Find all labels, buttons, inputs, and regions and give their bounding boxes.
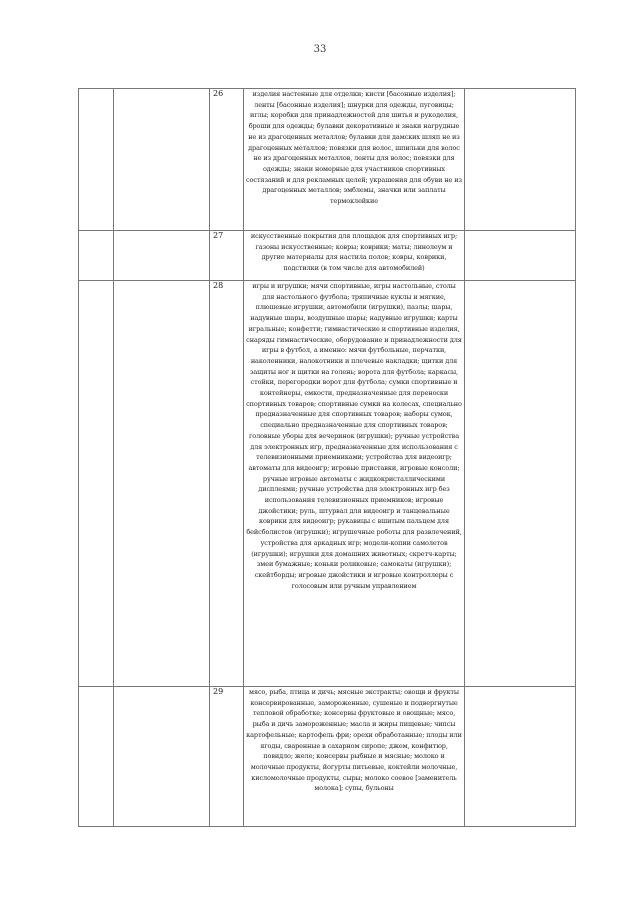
empty-cell: [79, 687, 114, 827]
goods-classification-table: [78, 88, 576, 827]
page-number: 33: [313, 44, 327, 55]
empty-cell: [79, 281, 114, 687]
empty-cell: [465, 687, 576, 827]
empty-cell: [114, 687, 210, 827]
empty-cell: [465, 281, 576, 687]
goods-list: искусственные покрытия для площадок для спортивных игр; газоны искусственные; ковры; коврики; маты; линолеум и другие материалы для настила полов; ковры, коврики, подстилки (в том числе для автомобилей): [244, 231, 465, 281]
empty-cell: [114, 89, 210, 231]
goods-list: игры и игрушки; мячи спортивные, игры настольные, столы для настольного футбола; тряпичные куклы и мягкие, плюшевые игрушки, автомобили (игрушки), пазлы; шары, надувные шары, воздушные шары; надувные игрушки; карты игральные; конфетти; гимнастические и спортивные изделия, снаряды гимнастические, оборудование и принадлежности для игры в футбол, а именно: мячи футбольные, перчатки, наколенники, налокотники и плечевые накладки; щитки для защиты ног и щитки на голень; ворота для футбола; каркасы, стойки, перегородки ворот для футбола; сумки спортивные и контейнеры, емкости, предназначенные для переноски спортивных товаров; спортивные сумки на колесах, специально предназначенные для спортивных товаров; наборы сумок, специально предназначенные для спортивных товаров; головные уборы для вечеринок (игрушки); ручные устройства для электронных игр, предназначенные для использования с телевизионными приемниками; устройства для видеоигр; автоматы для видеоигр; игровые приставки, игровые консоли; ручные игровые автоматы с жидкокристаллическими дисплеями; ручные устройства для электронных игр без использования телевизионных приемников; игровые джойстики; руль, штурвал для видеоигр и танцевальные коврики для видеоигр; рукавицы с вшитым пальцем для бейсболистов (игрушки); игрушечные роботы для развлечений, устройства для аркадных игр; модели-копии самолетов (игрушки); игрушки для домашних животных; скретч-карты; змеи бумажные; коньки роликовые; самокаты (игрушки); скейтборды; игровые джойстики и игровые контроллеры с голосовым или ручным управлением: [244, 281, 465, 687]
empty-cell: [465, 231, 576, 281]
table-row: [79, 89, 576, 231]
goods-list: изделия настенные для отделки; кисти [басонные изделия]; ленты [басонные изделия]; шнурки для одежды, пуговицы; иглы; коробки для принадлежностей для шитья и рукоделия, броши для одежды; булавки декоративные и знаки нагрудные не из драгоценных металлов; булавки для дамских шляп не из драгоценных металлов; повязки для волос, шпильки для волос не из драгоценных металлов, ленты для волос; повязки для одежды; знаки номерные для участников спортивных состязаний и для рекламных целей; украшения для обуви не из драгоценных металлов; эмблемы, значки или заплаты термоклейкие: [244, 89, 465, 231]
goods-list: мясо, рыба, птица и дичь; мясные экстракты; овощи и фрукты консервированные, замороженные, сушеные и подвергнутые тепловой обработке; консервы фруктовые и овощные; мясо, рыба и дичь замороженные; масла и жиры пищевые; чипсы картофельные; картофель фри; орехи обработанные; плоды или ягоды, сваренные в сахарном сиропе; джем, конфитюр, повидло; желе; консервы рыбные и мясные; молоко и молочные продукты, йогурты питьевые, коктейли молочные, кисломолочные продукты, сыры; молоко соевое [заменитель молока]; супы, бульоны: [244, 687, 465, 827]
table-row: [79, 687, 576, 827]
class-number: 26: [210, 89, 244, 231]
empty-cell: [114, 231, 210, 281]
table-row: [79, 231, 576, 281]
empty-cell: [114, 281, 210, 687]
class-number: 27: [210, 231, 244, 281]
class-number: 28: [210, 281, 244, 687]
table-row: [79, 281, 576, 687]
empty-cell: [79, 231, 114, 281]
empty-cell: [79, 89, 114, 231]
empty-cell: [465, 89, 576, 231]
class-number: 29: [210, 687, 244, 827]
